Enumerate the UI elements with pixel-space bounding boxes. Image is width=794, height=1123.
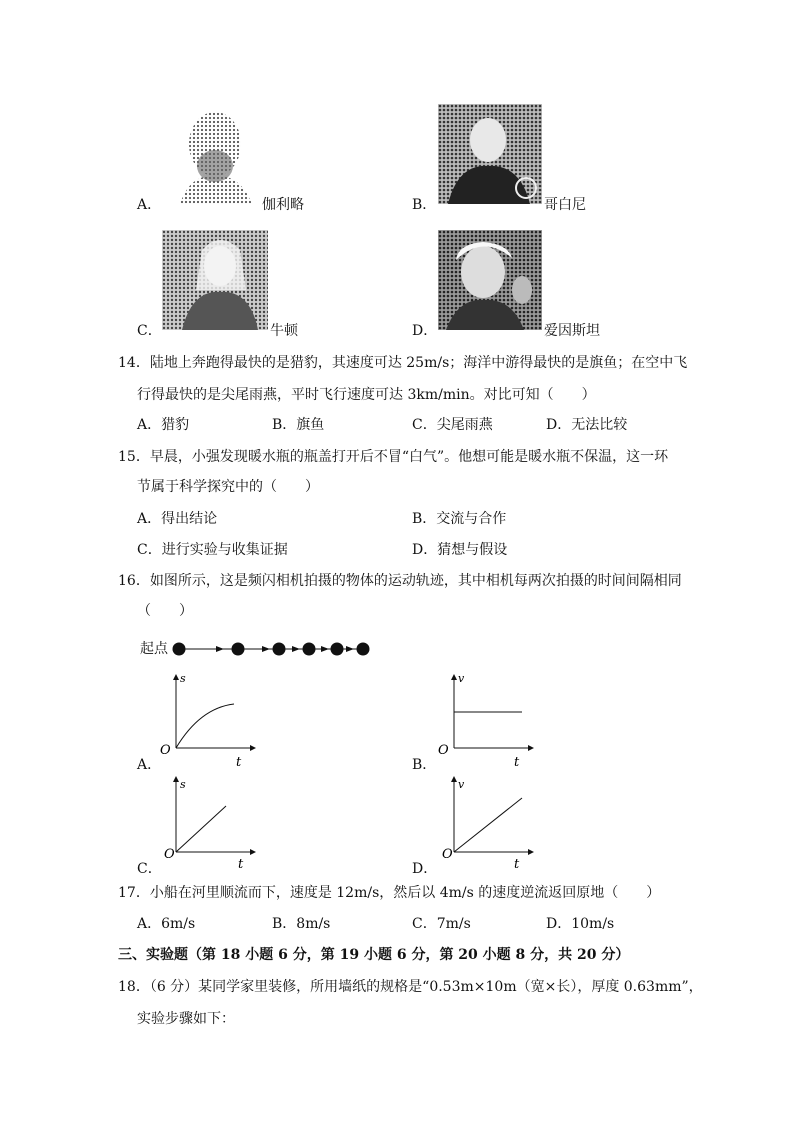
option-c-name: 牛顿 (270, 323, 298, 339)
q16-option-d-letter: D． (412, 861, 438, 877)
option-d-name: 爱因斯坦 (544, 323, 600, 339)
option-c-letter: C． (137, 323, 162, 339)
q16-stem-line2: （ ） (137, 603, 193, 619)
portrait-copernicus (438, 104, 542, 204)
graph-c-xlabel: t (238, 857, 244, 872)
graph-c-origin: O (164, 847, 175, 862)
portrait-einstein (438, 230, 542, 330)
q17-option-d: D．10m/s (546, 916, 615, 932)
strobe-dot (303, 643, 316, 656)
strobe-dot (273, 643, 286, 656)
portrait-newton (162, 230, 268, 330)
graph-c-ylabel: s (180, 778, 186, 791)
graph-b (438, 670, 538, 770)
q17-option-c: C．7m/s (412, 916, 471, 932)
q17-option-a: A．6m/s (137, 916, 196, 932)
strobe-dot (331, 643, 344, 656)
q16-start-label: 起点 (140, 641, 168, 657)
option-b-letter: B． (412, 197, 437, 213)
graph-d-ylabel: v (458, 778, 465, 791)
graph-b-origin: O (438, 743, 449, 758)
graph-c (160, 772, 260, 872)
q17-stem-line1: 17．小船在河里顺流而下，速度是 12m/s，然后以 4m/s 的速度逆流返回原地（ ） (118, 885, 661, 901)
q15-option-b: B．交流与合作 (412, 511, 507, 527)
q14-stem-line2: 行得最快的是尖尾雨燕，平时飞行速度可达 3km/min。对比可知（ ） (137, 387, 596, 403)
q14-option-a: A．猎豹 (137, 417, 190, 433)
option-a-name: 伽利略 (262, 197, 304, 213)
q15-option-c: C．进行实验与收集证据 (137, 542, 288, 558)
graph-d-xlabel: t (514, 857, 520, 872)
graph-d (438, 772, 538, 872)
q14-option-c: C．尖尾雨燕 (412, 417, 493, 433)
q15-stem-line1: 15．早晨，小强发现暖水瓶的瓶盖打开后不冒“白气”。他想可能是暖水瓶不保温，这一环 (118, 449, 669, 465)
graph-b-ylabel: v (458, 672, 465, 685)
graph-a-origin: O (160, 743, 171, 758)
portrait-galileo (160, 104, 270, 204)
q15-stem-line2: 节属于科学探究中的（ ） (137, 479, 319, 495)
option-d-letter: D． (412, 323, 438, 339)
graph-a (160, 670, 260, 770)
q14-option-d: D．无法比较 (546, 417, 628, 433)
q16-option-c-letter: C． (137, 861, 162, 877)
option-a-letter: A． (137, 197, 162, 213)
graph-a-xlabel: t (236, 755, 242, 770)
q15-option-d: D．猜想与假设 (412, 542, 508, 558)
graph-a-ylabel: s (180, 672, 186, 685)
q16-option-b-letter: B． (412, 757, 437, 773)
q18-stem-line2: 实验步骤如下： (137, 1011, 235, 1027)
q14-stem-line1: 14．陆地上奔跑得最快的是猎豹，其速度可达 25m/s；海洋中游得最快的是旗鱼；在空中飞 (118, 355, 688, 371)
q15-option-a: A．得出结论 (137, 511, 218, 527)
q17-option-b: B．8m/s (272, 916, 331, 932)
q16-option-a-letter: A． (137, 757, 162, 773)
strobe-trajectory (168, 636, 378, 662)
strobe-dot (357, 643, 370, 656)
q16-stem-line1: 16．如图所示，这是频闪相机拍摄的物体的运动轨迹，其中相机每两次拍摄的时间间隔相同 (118, 573, 682, 589)
strobe-dot (173, 643, 186, 656)
strobe-dot (232, 643, 245, 656)
graph-b-xlabel: t (514, 755, 520, 770)
graph-d-origin: O (442, 847, 453, 862)
option-b-name: 哥白尼 (544, 197, 586, 213)
q18-stem-line1: 18．（6 分）某同学家里装修，所用墙纸的规格是“0.53m×10m（宽×长），厚度 0.63mm”， (118, 979, 703, 995)
section3-title: 三、实验题（第 18 小题 6 分，第 19 小题 6 分，第 20 小题 8 分，共 20 分） (118, 947, 630, 963)
q14-option-b: B．旗鱼 (272, 417, 325, 433)
